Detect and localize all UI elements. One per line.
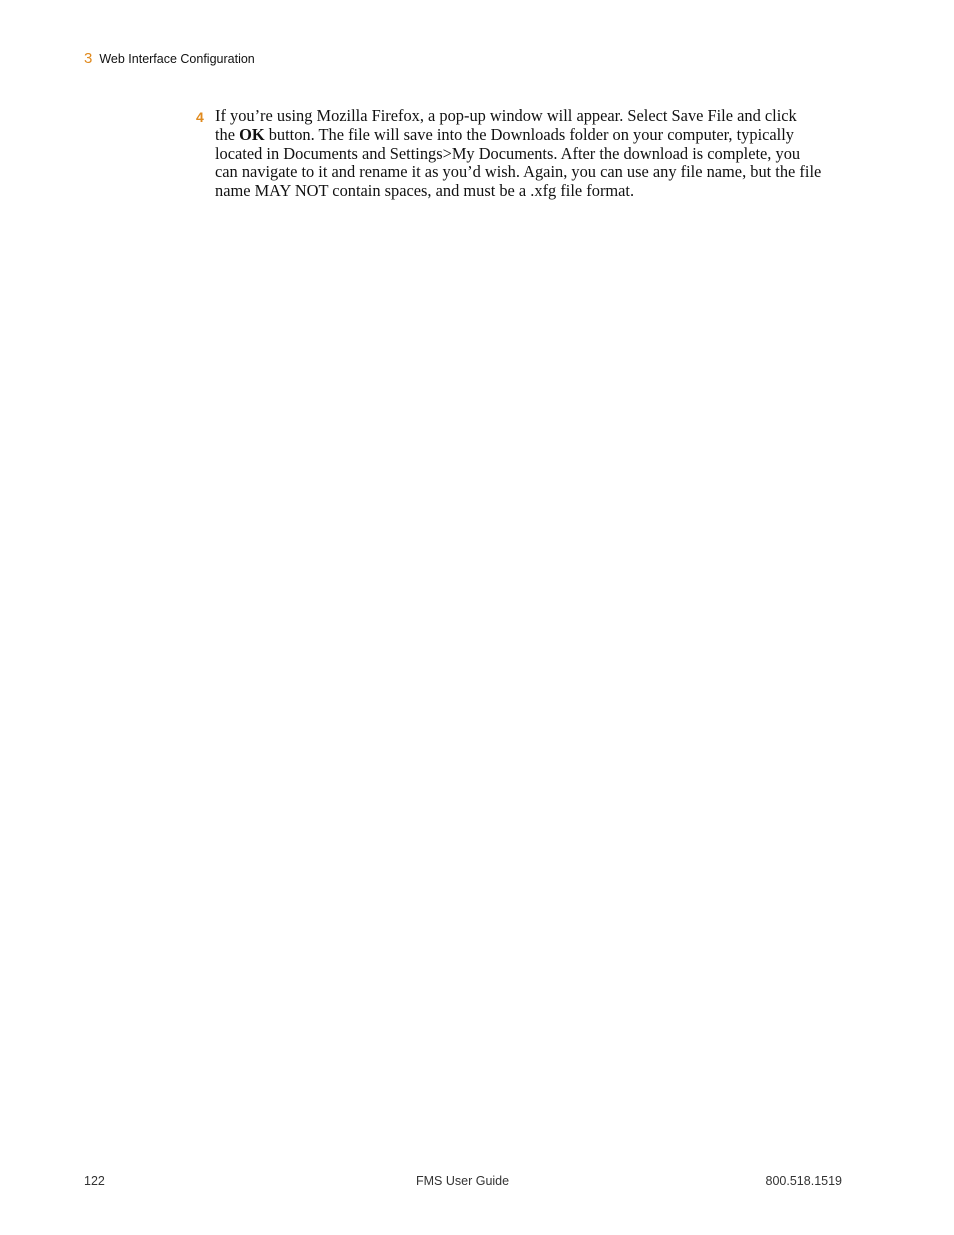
chapter-number: 3 (84, 50, 93, 67)
step-text-line (215, 126, 845, 145)
text-run: If you’re using Mozilla Firefox, a pop-up window will appear. Select Save File and click (215, 106, 797, 125)
step-text-line (215, 107, 845, 126)
text-run: the (215, 124, 240, 144)
step-text (215, 107, 845, 201)
page-number: 122 (84, 1174, 105, 1188)
step-text-line (215, 182, 845, 201)
guide-title: FMS User Guide (416, 1174, 510, 1188)
page-footer (84, 1174, 842, 1190)
running-header (84, 50, 255, 67)
text-run: name MAY NOT contain spaces, and must be a .xfg file format. (215, 181, 635, 201)
ok-button-reference: OK (239, 124, 265, 144)
support-phone: 800.518.1519 (765, 1174, 842, 1188)
text-run: located in Documents and Settings>My Documents. After the download is complete, you (215, 143, 801, 163)
instruction-step (196, 107, 846, 201)
text-run: button. The file will save into the Downloads folder on your computer, typically (264, 124, 794, 144)
chapter-title: Web Interface Configuration (99, 52, 255, 66)
text-run: can navigate to it and rename it as you’d wish. Again, you can use any file name, but the file (215, 162, 822, 182)
step-text-line (215, 145, 845, 164)
step-text-line (215, 163, 845, 182)
step-number: 4 (196, 109, 204, 125)
